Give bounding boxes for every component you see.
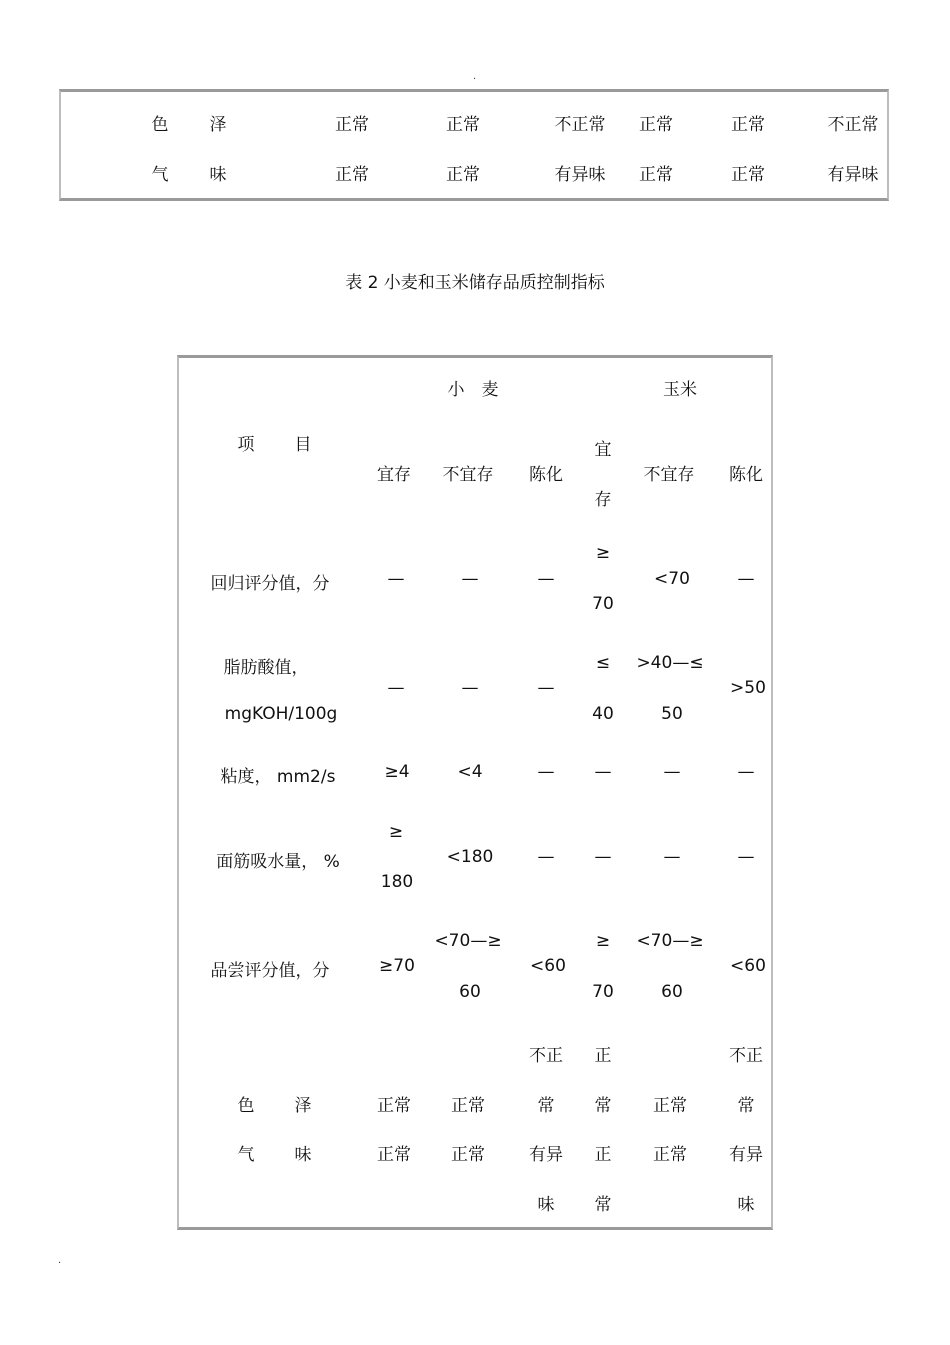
table-cell: 正常: [451, 1145, 485, 1165]
top-cell: 气: [151, 165, 169, 185]
header-corn: 玉米: [663, 380, 697, 400]
table-cell: ≥4: [384, 762, 410, 782]
table-cell: —: [663, 762, 681, 782]
row-label: 气: [237, 1145, 255, 1165]
table-cell: —: [737, 762, 755, 782]
table-cell: ≥: [595, 931, 611, 951]
table-cell: 40: [592, 704, 614, 724]
table-cell: ≤: [595, 653, 611, 673]
row-label: 泽: [294, 1096, 312, 1116]
table-caption: 表 2 小麦和玉米储存品质控制指标: [345, 273, 605, 293]
table-cell: 味: [537, 1195, 555, 1215]
table-cell: 正常: [653, 1096, 687, 1116]
header-col: 不宜存: [442, 465, 494, 485]
top-cell: 正常: [731, 115, 765, 135]
top-cell: 泽: [209, 115, 227, 135]
table-cell: —: [537, 569, 555, 589]
table-cell: —: [537, 762, 555, 782]
header-col: 陈化: [729, 465, 763, 485]
row-label: 品尝评分值，分: [210, 961, 330, 981]
table-cell: 常: [594, 1096, 612, 1116]
table-cell: 70: [592, 594, 614, 614]
table-cell: —: [387, 678, 405, 698]
table-cell: —: [737, 569, 755, 589]
table-cell: 不正: [529, 1046, 563, 1066]
top-cell: 味: [209, 165, 227, 185]
page-dot-bottom: ·: [58, 1258, 62, 1269]
header-item: 项: [237, 435, 255, 455]
table-cell: >40—≤: [636, 653, 704, 673]
row-label: 味: [294, 1145, 312, 1165]
table-cell: <180: [446, 847, 494, 867]
header-col: 存: [594, 490, 612, 510]
table-cell: <70—≥: [636, 931, 704, 951]
table-cell: 正常: [377, 1096, 411, 1116]
table-cell: <60: [530, 956, 566, 976]
top-cell: 正常: [446, 165, 480, 185]
top-cell: 正常: [335, 115, 369, 135]
table-cell: 不正: [729, 1046, 763, 1066]
header-wheat: 小 麦: [447, 380, 499, 400]
top-cell: 有异味: [554, 165, 606, 185]
header-col: 宜存: [377, 465, 411, 485]
table-cell: —: [594, 762, 612, 782]
table-cell: —: [594, 847, 612, 867]
table-cell: 正常: [653, 1145, 687, 1165]
table-cell: >50: [730, 678, 766, 698]
row-label: mgKOH/100g: [224, 704, 338, 724]
row-label: 回归评分值，分: [210, 574, 330, 594]
top-cell: 正常: [639, 165, 673, 185]
table-cell: —: [461, 678, 479, 698]
table-cell: 正: [594, 1145, 612, 1165]
table-cell: 常: [537, 1096, 555, 1116]
page-dot-top: ·: [473, 74, 477, 85]
table-cell: ≥: [595, 543, 611, 563]
top-cell: 不正常: [827, 115, 879, 135]
row-label: 色: [237, 1096, 255, 1116]
table-cell: <70—≥: [434, 931, 502, 951]
table-cell: —: [737, 847, 755, 867]
table-cell: 正: [594, 1046, 612, 1066]
top-cell: 正常: [731, 165, 765, 185]
table-cell: ≥70: [379, 956, 415, 976]
top-cell: 正常: [446, 115, 480, 135]
table-cell: 正常: [377, 1145, 411, 1165]
table-cell: <60: [730, 956, 766, 976]
table-cell: —: [537, 678, 555, 698]
table-cell: 常: [594, 1195, 612, 1215]
table-cell: 50: [661, 704, 683, 724]
table-cell: 180: [380, 872, 414, 892]
row-label: 脂肪酸值，: [223, 658, 309, 678]
header-col: 陈化: [529, 465, 563, 485]
table-cell: 味: [737, 1195, 755, 1215]
top-cell: 不正常: [554, 115, 606, 135]
table-cell: 60: [459, 982, 481, 1002]
header-item: 目: [294, 435, 312, 455]
table-cell: <4: [457, 762, 483, 782]
table-cell: 有异: [729, 1145, 763, 1165]
header-col: 不宜存: [643, 465, 695, 485]
table-cell: 有异: [529, 1145, 563, 1165]
table-cell: —: [387, 569, 405, 589]
table-cell: —: [461, 569, 479, 589]
table-cell: —: [663, 847, 681, 867]
table-cell: ≥: [388, 822, 404, 842]
top-cell: 色: [151, 115, 169, 135]
top-cell: 正常: [335, 165, 369, 185]
header-col: 宜: [594, 440, 612, 460]
table-cell: 常: [737, 1096, 755, 1116]
table-cell: —: [537, 847, 555, 867]
row-label: 面筋吸水量， %: [216, 852, 340, 872]
row-label: 粘度， mm2/s: [220, 767, 336, 787]
table-cell: 60: [661, 982, 683, 1002]
table-cell: <70: [654, 569, 690, 589]
table-cell: 70: [592, 982, 614, 1002]
top-cell: 有异味: [827, 165, 879, 185]
table-cell: 正常: [451, 1096, 485, 1116]
top-cell: 正常: [639, 115, 673, 135]
